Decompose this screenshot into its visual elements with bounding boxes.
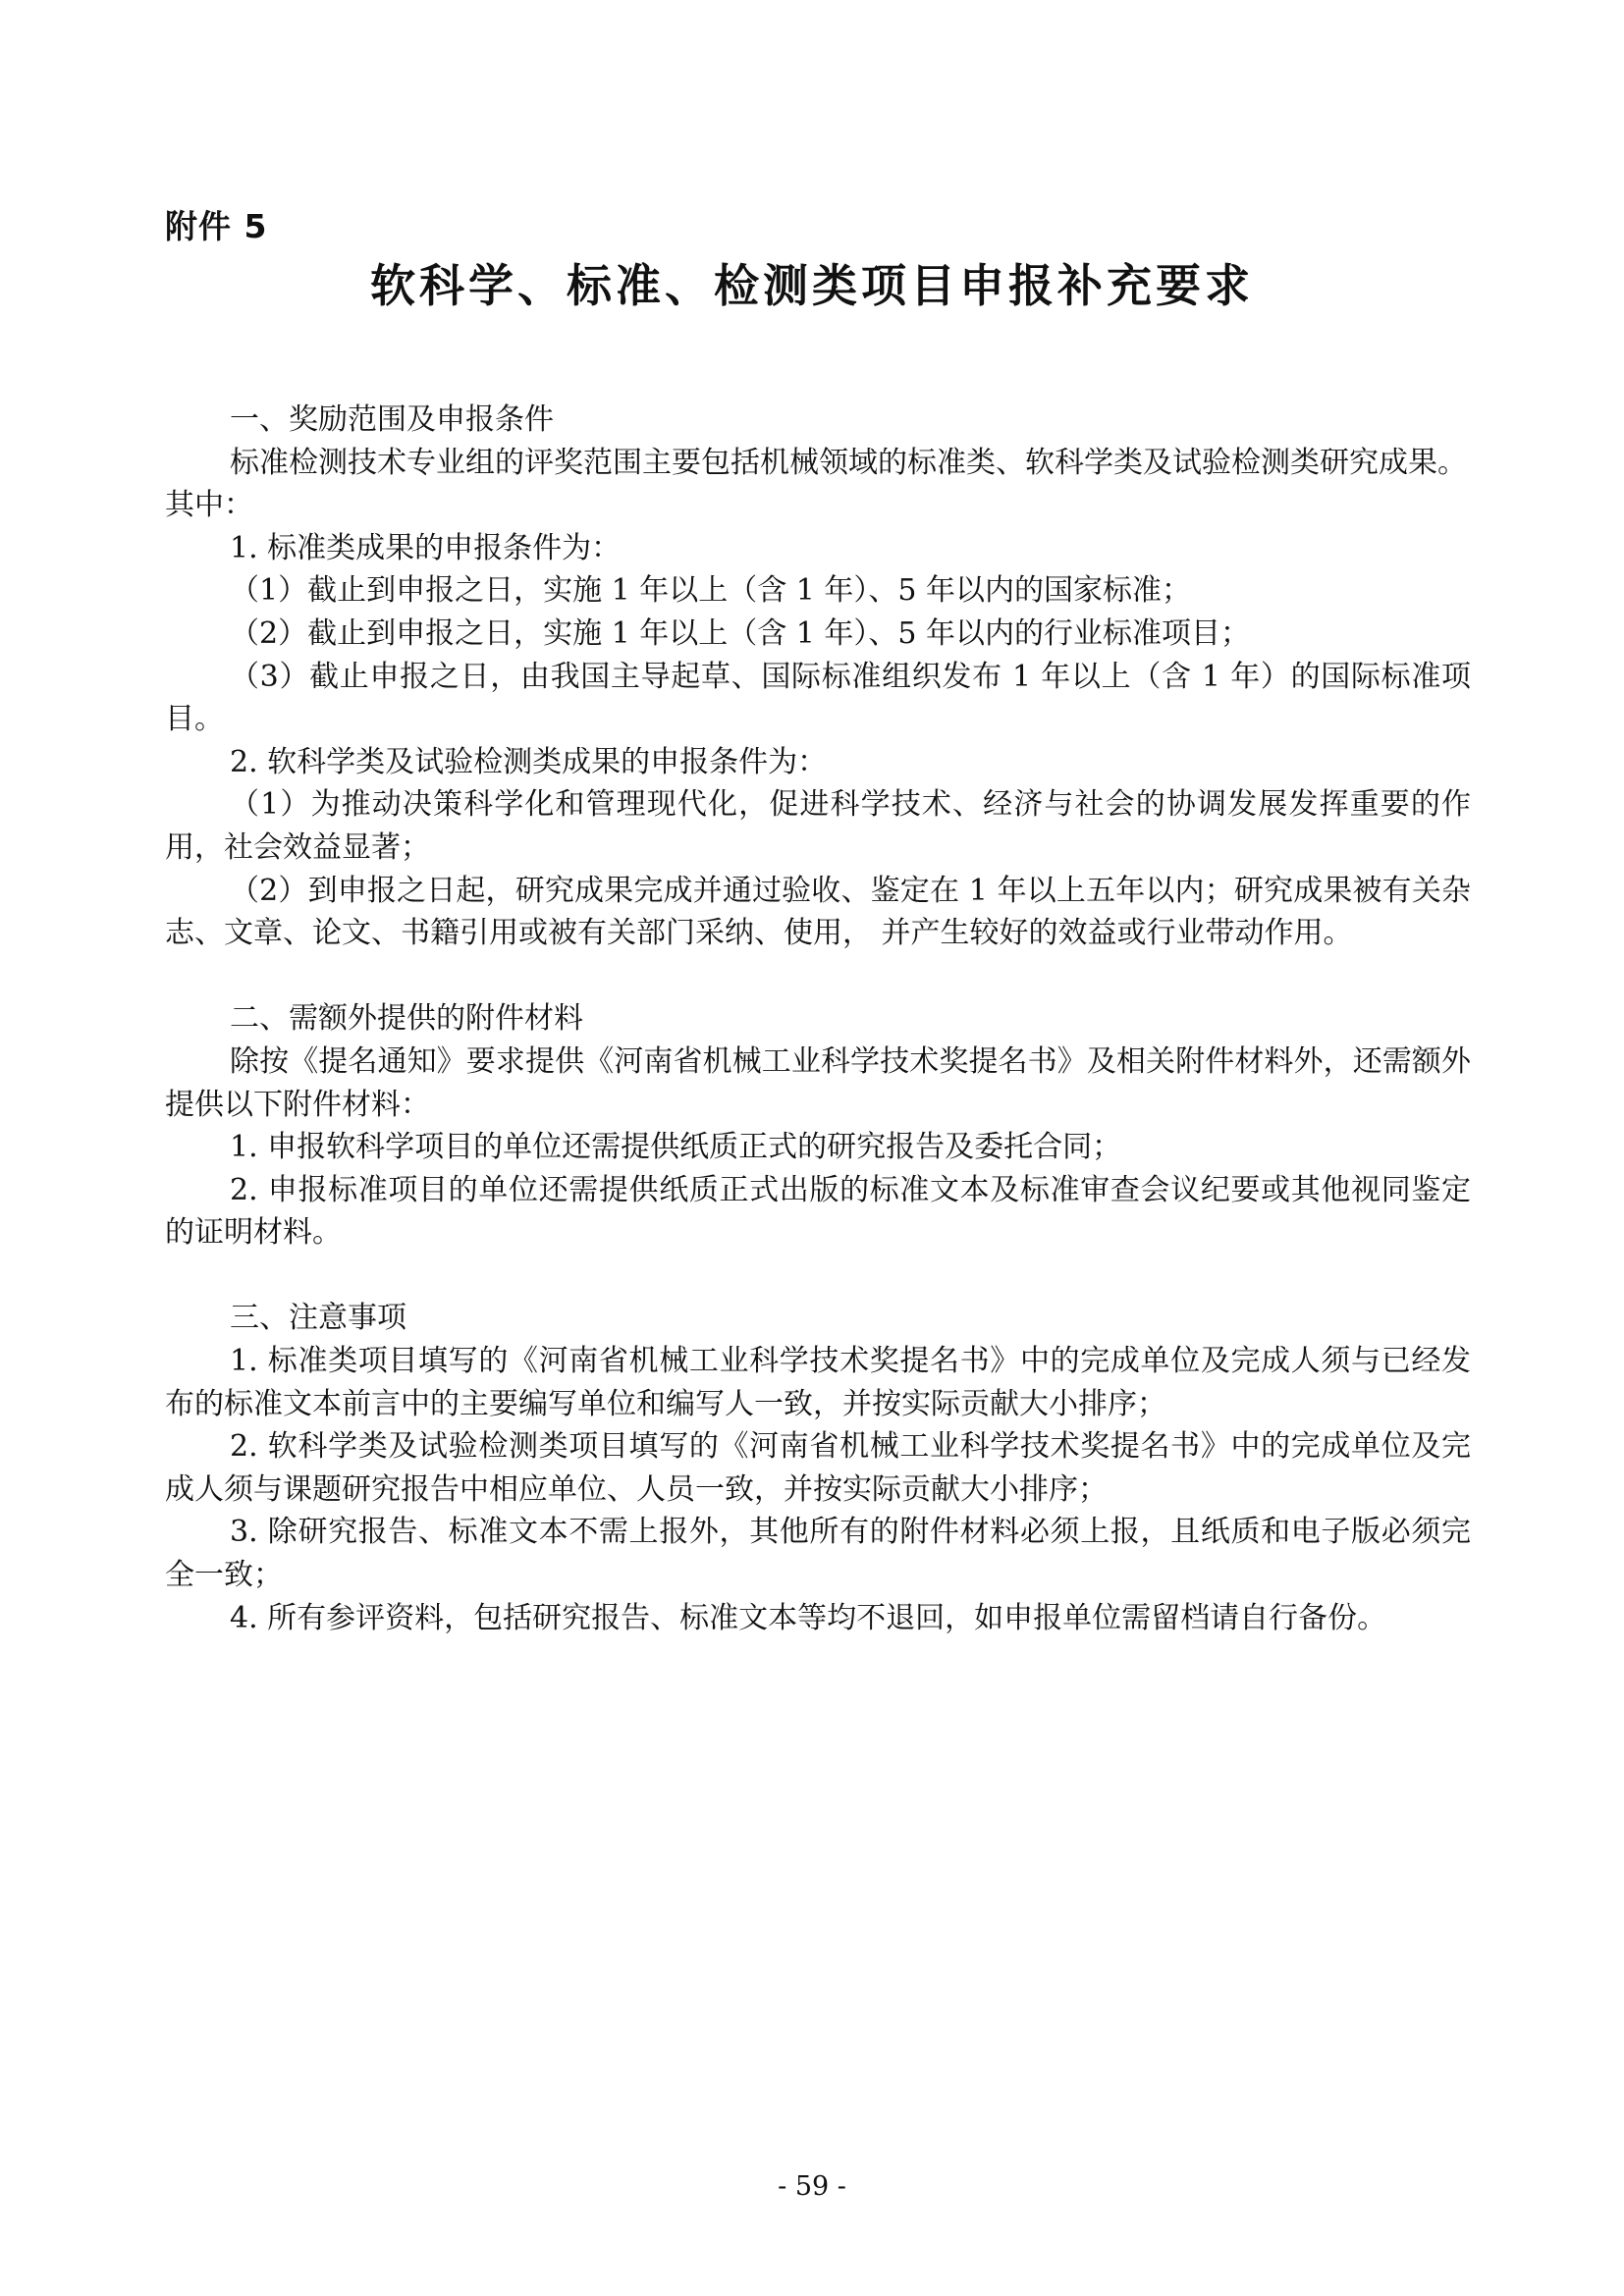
- section-gap: [165, 955, 1471, 998]
- document-title: 软科学、标准、检测类项目申报补充要求: [370, 259, 1254, 312]
- list-item: 2. 软科学类及试验检测类成果的申报条件为：: [230, 744, 828, 779]
- list-item: 4. 所有参评资料，包括研究报告、标准文本等均不退回，如申报单位需留档请自行备份。: [230, 1600, 1387, 1635]
- section-gap: [165, 1255, 1471, 1298]
- list-item: 2. 软科学类及试验检测类项目填写的《河南省机械工业科学技术奖提名书》中的完成单位及完成人须与课题研究报告中相应单位、人员一致，并按实际贡献大小排序；: [165, 1429, 1471, 1507]
- list-item: 1. 申报软科学项目的单位还需提供纸质正式的研究报告及委托合同；: [230, 1130, 1122, 1165]
- page-number: - 59 -: [778, 2171, 846, 2202]
- list-item: （3）截止申报之日，由我国主导起草、国际标准组织发布 1 年以上（含 1 年）的国际标准项目。: [165, 659, 1471, 737]
- paragraph: 除按《提名通知》要求提供《河南省机械工业科学技术奖提名书》及相关附件材料外，还需额外提供以下附件材料：: [165, 1043, 1471, 1122]
- list-item: 1. 标准类项目填写的《河南省机械工业科学技术奖提名书》中的完成单位及完成人须与已经发布的标准文本前言中的主要编写单位和编写人一致，并按实际贡献大小排序；: [165, 1344, 1471, 1421]
- section-heading-2: 二、需额外提供的附件材料: [230, 1001, 583, 1037]
- list-item: （1）为推动决策科学化和管理现代化，促进科学技术、经济与社会的协调发展发挥重要的作用，社会效益显著；: [165, 787, 1471, 865]
- list-item: （2）到申报之日起，研究成果完成并通过验收、鉴定在 1 年以上五年以内；研究成果被有关杂志、文章、论文、书籍引用或被有关部门采纳、使用， 并产生较好的效益或行业带动作用。: [165, 873, 1471, 951]
- list-item: 3. 除研究报告、标准文本不需上报外，其他所有的附件材料必须上报，且纸质和电子版必须完全一致；: [165, 1515, 1471, 1593]
- document-body: [165, 399, 1471, 1639]
- paragraph: 其中：: [165, 488, 253, 523]
- list-item: 1. 标准类成果的申报条件为：: [230, 530, 622, 565]
- section-heading-3: 三、注意事项: [230, 1301, 406, 1336]
- paragraph: 标准检测技术专业组的评奖范围主要包括机械领域的标准类、软科学类及试验检测类研究成果。: [230, 445, 1467, 480]
- attachment-label: 附件 5: [165, 207, 268, 245]
- section-heading-1: 一、奖励范围及申报条件: [230, 402, 554, 437]
- list-item: 2. 申报标准项目的单位还需提供纸质正式出版的标准文本及标准审查会议纪要或其他视同鉴定的证明材料。: [165, 1172, 1471, 1251]
- list-item: （1）截止到申报之日，实施 1 年以上（含 1 年）、5 年以内的国家标准；: [230, 573, 1192, 609]
- list-item: （2）截止到申报之日，实施 1 年以上（含 1 年）、5 年以内的行业标准项目；: [230, 615, 1251, 651]
